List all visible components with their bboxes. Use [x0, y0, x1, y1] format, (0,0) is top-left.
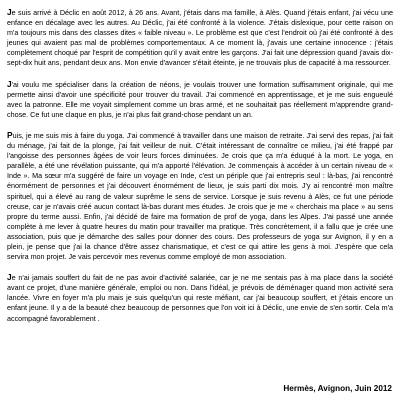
paragraph-3-text: uis, je me suis mis à faire du yoga. J'ai commencé à travailler dans une maison de retraite. J'ai servi des repas, j'ai fait du ménage, j'ai fait de la plonge, j'ai fait veilleur de nuit. C'était intéressant de connaître ce milieu, j'ai été frappé par l'angoisse des personnes âgées de voir leurs forces diminuées. Je crois que ça m'a éduqué à la mort. Le yoga, en parallèle, a été une révélation puissante, qui m'a apporté l'élévation. Je commençais à accéder à un certain niveau de « Inde ». Ma sœur m'a suggéré de faire un voyage en Inde, c'est un périple que j'ai entrepris seul : là-bas, j'ai rencontré énormément de personnes et j'ai découvert énormément de lieux, je suis parti dix mois. J'y ai rencontré mon maître spirituel, qui a élevé au rang de valeur suprême le sens de service. Lorsque je suis revenu à Alès, ce fut une période creuse, car je n'avais créé aucun contact là-bas durant mes études. Je crois que je me « cherchais ma place » au sens propre du terme aussi. Enfin, j'ai décidé de faire ma formation de prof de yoga, dans les Alpes. J'ai passé une année complète à me lever à quatre heures du matin pour travailler ma pratique. Très concrètement, il a fallu que je crée une association, puis que je démarche des salles pour donner des cours. Des professeurs de yoga sur Avignon, il y en a plein, je pense que j'ai la chance d'être assez charismatique, et c'est ce qui attire les gens à moi. J'espère que cela servira mon projet. Je vais percevoir mes revenus comme employé de mon association.	[7, 130, 393, 262]
paragraph-4	[7, 272, 393, 323]
paragraph-1-initial: J	[7, 7, 12, 17]
signature-line: Hermès, Avignon, Juin 2012	[283, 384, 392, 393]
paragraph-gap	[7, 120, 393, 130]
paragraph-gap	[7, 69, 393, 79]
paragraph-3	[7, 130, 393, 262]
paragraph-gap	[7, 262, 393, 272]
paragraph-4-text: e n'ai jamais souffert du fait de ne pas avoir d'activité salariée, car je ne me sentais pas à ma place dans la société avant ce projet, d'une manière générale, emploi ou non. Dans l'idéal, je prévois de déménager quand mon activité sera lancée. Vivre en foyer m'a plu mais je suis quelqu'un qui reste méfiant, car j'ai beaucoup souffert, et j'étais encore un enfant jeune. Il y a de la beauté chez beaucoup de personnes que l'on voit ici à Déclic, une envie de s'en sortir. Cela m'a accompagné favorablement .	[7, 273, 393, 323]
paragraph-4-initial: J	[7, 272, 12, 283]
paragraph-1-text: e suis arrivé à Déclic en août 2012, à 26 ans. Avant, j'étais dans ma famille, à Alès. Quand j'étais enfant, j'ai vécu une enfance en décalage avec les autres. Au Déclic, j'ai été confronté à la violence. J'étais dislexique, pour cette raison on m'a toujours mis dans des classes dites « faible niveau ». Le problème est que c'est l'endroit où j'ai été confronté à des jeunes qui avaient pas mal de problèmes comportementaux. A ce moment là, j'avais une certaine innocence : j'étais complètement choqué par l'esprit de compétition qu'il y avait entre les garçons. J'ai fait une dépression quand j'avais dix-sept-dix huit ans, pendant deux ans. Mon envie d'avancer s'était éteinte, je ne trouvais plus de capacité à ma ressourcer.	[7, 8, 393, 68]
paragraph-2-initial: J	[7, 78, 12, 89]
paragraph-3-initial: P	[7, 129, 13, 140]
paragraph-1	[7, 7, 393, 69]
paragraph-2	[7, 79, 393, 120]
paragraph-2-text: 'ai voulu me spécialiser dans la création de néons, je voulais trouver une formation suffisamment originale, qui me permette ainsi d'avoir une spécificité pour trouver du travail. J'ai commencé en apprentissage, et je me suis engueulé avec la patronne. Elle me voyait simplement comme un bras armé, et ne souhaitait pas réellement m'apprendre grand-chose. Ce fut une claque en plus, je n'ai plus fait grand-chose pendant un an.	[7, 79, 393, 119]
